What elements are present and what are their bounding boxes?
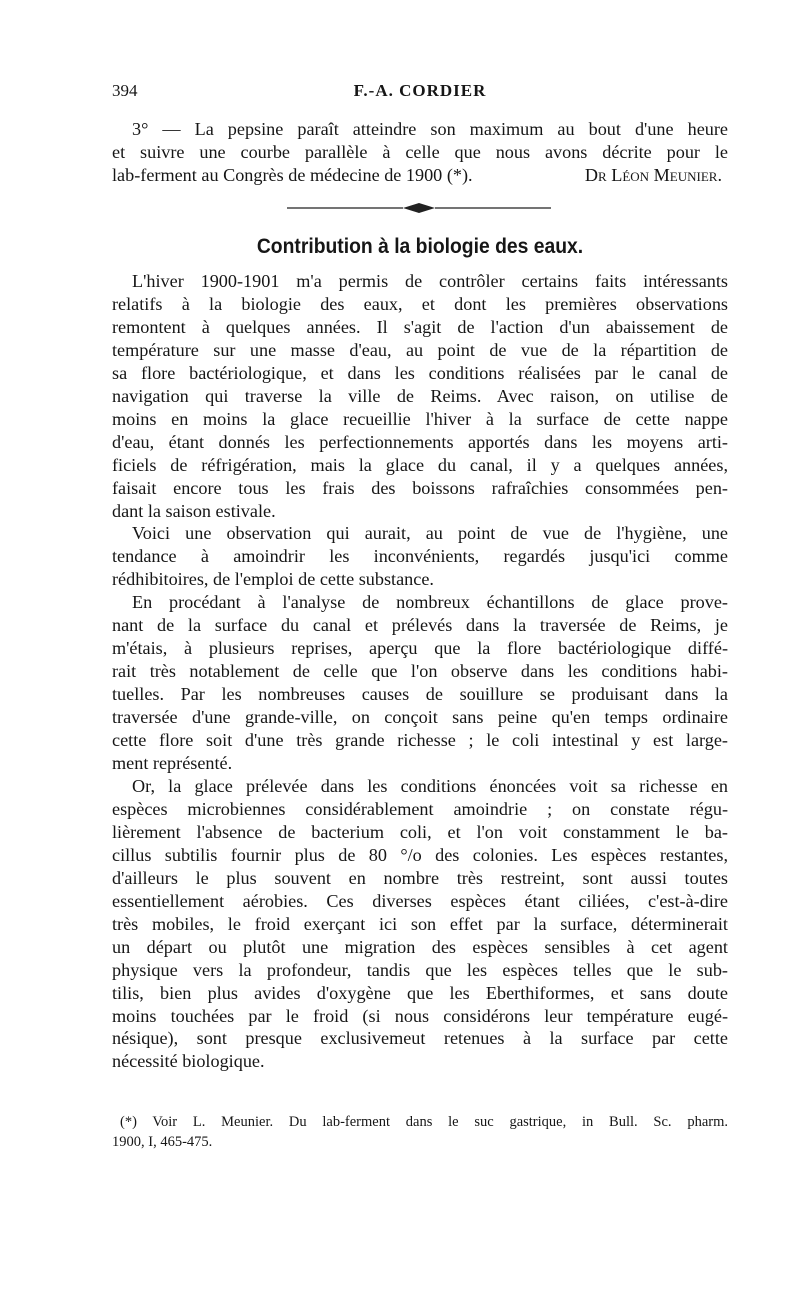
article-body <box>112 270 728 1073</box>
text-line: m'étais, à plusieurs reprises, aperçu que la flore bactériologique diffé- <box>112 638 728 659</box>
text-line: En procédant à l'analyse de nombreux échantillons de glace prove- <box>132 592 728 613</box>
text-line: d'ailleurs le plus souvent en nombre très restreint, sont aussi toutes <box>112 867 728 888</box>
text-line: sa flore bactériologique, et dans les conditions réalisées par le canal de <box>112 362 728 383</box>
text-line: espèces microbiennes considérablement amoindrie ; on constate régu- <box>112 798 728 819</box>
text-line: remontent à quelques années. Il s'agit de l'action d'un abaissement de <box>112 316 728 337</box>
text-line: nant de la surface du canal et prélevés dans la traversée de Reims, je <box>112 615 728 636</box>
text-line: rait très notablement de celle que l'on observe dans les conditions habi- <box>112 661 728 682</box>
text-line: Voici une observation qui aurait, au point de vue de l'hygiène, une <box>132 523 728 544</box>
text-line: ment représenté. <box>112 753 233 774</box>
text-line: et suivre une courbe parallèle à celle que nous avons décrite pour le <box>112 141 728 162</box>
text-line: très mobiles, le froid exerçant ici son effet par la surface, déterminerait <box>112 913 728 934</box>
text-line: relatifs à la biologie des eaux, et dont les premières observations <box>112 293 728 314</box>
text-line <box>112 164 728 187</box>
text-line: essentiellement aérobies. Ces diverses espèces étant ciliées, c'est-à-dire <box>112 890 728 911</box>
text-line: physique vers la profondeur, tandis que les espèces telles que le sub- <box>112 959 728 980</box>
text-line: faisait encore tous les frais des boissons rafraîchies consommées pen- <box>112 477 728 498</box>
text-line: dant la saison estivale. <box>112 500 276 521</box>
page-number: 394 <box>112 81 138 100</box>
section-divider <box>287 200 551 216</box>
text-line: moins touchées par le froid (si nous considérons leur température eugé- <box>112 1005 728 1026</box>
intro-paragraph <box>112 118 728 187</box>
text-line: Or, la glace prélevée dans les conditions énoncées voit sa richesse en <box>132 775 728 796</box>
footnote <box>112 1112 728 1152</box>
text-line: lièrement l'absence de bacterium coli, et l'on voit constamment le ba- <box>112 821 728 842</box>
text-line: navigation qui traverse la ville de Reims. Avec raison, on utilise de <box>112 385 728 406</box>
text-line: cillus subtilis fournir plus de 80 °/o des colonies. Les espèces restantes, <box>112 844 728 865</box>
text-line: L'hiver 1900-1901 m'a permis de contrôler certains faits intéressants <box>132 271 728 291</box>
text-line: 3° — La pepsine paraît atteindre son maximum au bout d'une heure <box>132 119 728 139</box>
page-header <box>112 81 728 103</box>
text-line: un départ ou plutôt une migration des espèces sensibles à cet agent <box>112 936 728 957</box>
text-line: tilis, bien plus avides d'oxygène que les Eberthiformes, et sans doute <box>112 982 728 1003</box>
running-head: F.-A. CORDIER <box>353 81 487 100</box>
text-line: tuelles. Par les nombreuses causes de souillure se produisant dans la <box>112 684 728 705</box>
text-line: tendance à amoindrir les inconvénients, regardés jusqu'ici comme <box>112 546 728 567</box>
text-line: température sur une masse d'eau, au point de vue de la répartition de <box>112 339 728 360</box>
text-line: cette flore soit d'une très grande richesse ; le coli intestinal y est large- <box>112 730 728 751</box>
text-line: rédhibitoires, de l'emploi de cette substance. <box>112 569 434 590</box>
text-line: d'eau, étant donnés les perfectionnements apportés dans les moyens arti- <box>112 431 728 452</box>
article-title: Contribution à la biologie des eaux. <box>256 235 584 258</box>
footnote-line: 1900, I, 465-475. <box>112 1134 213 1150</box>
text-line: nésique), sont presque exclusivemeut retenues à la surface par cette <box>112 1028 728 1049</box>
text-line: nécessité biologique. <box>112 1051 265 1072</box>
text-line: ficiels de réfrigération, mais la glace du canal, il y a quelques années, <box>112 454 728 475</box>
footnote-line: (*) Voir L. Meunier. Du lab-ferment dans le suc gastrique, in Bull. Sc. pharm. <box>120 1114 728 1130</box>
author-signature: Dr Léon Meunier. <box>584 164 722 185</box>
text-line: traversée d'une grande-ville, on conçoit sans peine qu'en temps ordinaire <box>112 707 728 728</box>
text-line-content: lab-ferment au Congrès de médecine de 1900 (*). <box>112 164 473 185</box>
text-line: moins en moins la glace recueillie l'hiver à la surface de cette nappe <box>112 408 728 429</box>
